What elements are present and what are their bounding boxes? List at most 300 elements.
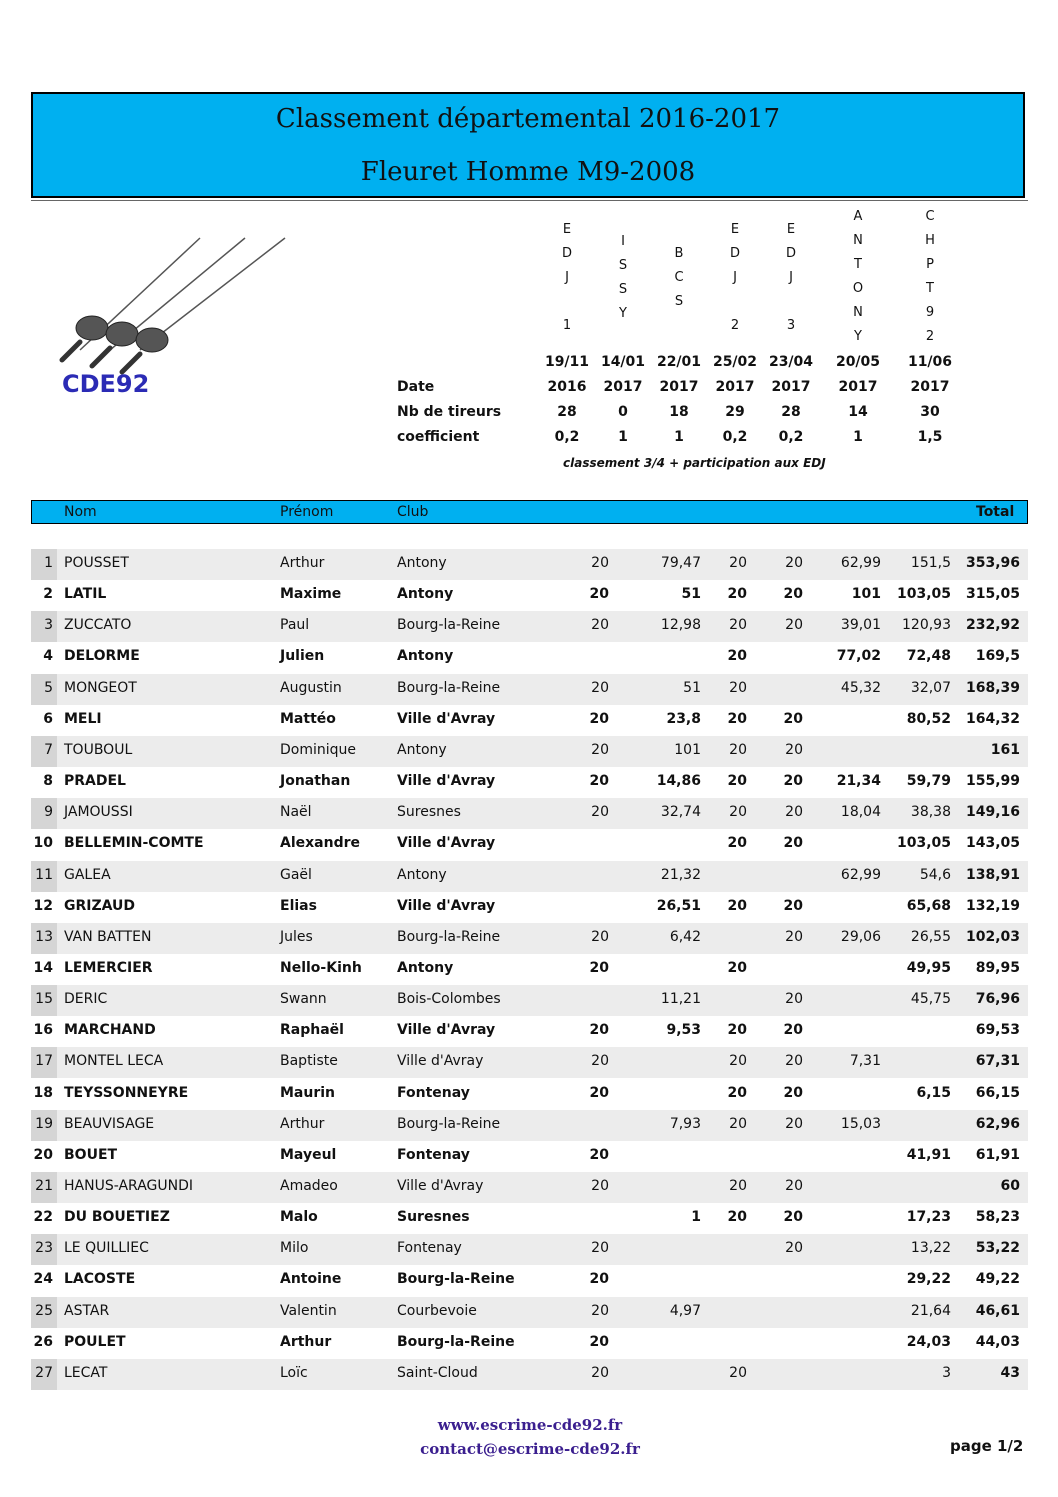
score-edj3: 20 xyxy=(783,897,803,914)
score-edj2: 20 xyxy=(729,741,747,758)
score-antony: 101 xyxy=(851,586,881,603)
score-total: 102,03 xyxy=(965,928,1020,945)
score-antony: 77,02 xyxy=(836,648,881,665)
last-name: MELI xyxy=(64,710,102,727)
score-antony: 62,99 xyxy=(840,866,881,883)
event-coef: 1,5 xyxy=(917,429,943,445)
rank: 23 xyxy=(35,1240,53,1257)
score-edj3: 20 xyxy=(785,804,803,821)
first-name: Antoine xyxy=(280,1271,342,1288)
score-bcs: 9,53 xyxy=(666,1022,701,1039)
event-date2: 2017 xyxy=(659,379,699,395)
score-edj3: 20 xyxy=(785,928,803,945)
score-edj1: 20 xyxy=(589,1146,609,1163)
score-edj1: 20 xyxy=(591,617,609,634)
rank: 27 xyxy=(35,1364,53,1381)
last-name: TEYSSONNEYRE xyxy=(64,1084,189,1101)
club: Saint-Cloud xyxy=(397,1364,478,1381)
last-name: LATIL xyxy=(64,586,107,603)
score-antony: 7,31 xyxy=(849,1053,881,1070)
score-chpt: 3 xyxy=(942,1364,951,1381)
last-name: MONGEOT xyxy=(64,679,137,696)
club: Ville d'Avray xyxy=(397,1178,484,1194)
score-edj3: 20 xyxy=(783,1209,803,1226)
rank: 25 xyxy=(35,1302,53,1319)
table-row xyxy=(31,892,1028,923)
event-date1: 20/05 xyxy=(835,354,881,370)
score-bcs: 101 xyxy=(674,741,701,758)
first-name: Arthur xyxy=(280,1333,332,1350)
score-edj3: 20 xyxy=(785,617,803,634)
first-name: Jules xyxy=(280,928,313,945)
event-tireurs: 29 xyxy=(725,404,745,420)
first-name: Augustin xyxy=(280,679,342,696)
first-name: Valentin xyxy=(280,1302,337,1319)
score-edj1: 20 xyxy=(591,1178,609,1194)
divider xyxy=(31,200,1028,201)
event-coef: 1 xyxy=(853,429,863,445)
last-name: JAMOUSSI xyxy=(64,804,133,821)
table-row xyxy=(31,798,1028,829)
first-name: Maurin xyxy=(280,1084,336,1101)
score-chpt: 151,5 xyxy=(910,555,951,571)
rank: 14 xyxy=(33,959,53,976)
score-chpt: 32,07 xyxy=(910,679,951,696)
score-edj1: 20 xyxy=(589,1022,609,1039)
first-name: Mattéo xyxy=(280,710,336,727)
club: Ville d'Avray xyxy=(397,897,496,914)
score-chpt: 49,95 xyxy=(906,959,951,976)
last-name: LECAT xyxy=(64,1364,108,1381)
rank: 8 xyxy=(43,773,53,790)
score-chpt: 54,6 xyxy=(919,866,951,883)
event-date1: 11/06 xyxy=(907,354,953,370)
event-tireurs: 28 xyxy=(557,404,577,420)
score-edj3: 20 xyxy=(785,555,803,571)
first-name: Amadeo xyxy=(280,1178,338,1194)
score-bcs: 21,32 xyxy=(660,866,701,883)
rank: 22 xyxy=(33,1209,53,1226)
logo-text: CDE92 xyxy=(62,370,150,398)
event-name: E D J 1 xyxy=(561,222,572,333)
score-bcs: 12,98 xyxy=(660,617,701,634)
score-edj1: 20 xyxy=(591,679,609,696)
rank: 5 xyxy=(44,679,53,696)
event-tireurs: 28 xyxy=(781,404,801,420)
score-edj2: 20 xyxy=(727,1022,747,1039)
event-coef: 0,2 xyxy=(778,429,804,445)
club: Fontenay xyxy=(397,1084,470,1101)
first-name: Malo xyxy=(280,1209,318,1226)
table-row xyxy=(31,1172,1028,1203)
table-row xyxy=(31,674,1028,705)
last-name: HANUS-ARAGUNDI xyxy=(64,1178,194,1194)
score-edj2: 20 xyxy=(727,710,747,727)
table-row xyxy=(31,985,1028,1016)
rank: 13 xyxy=(35,928,53,945)
score-bcs: 79,47 xyxy=(660,555,701,571)
last-name: ZUCCATO xyxy=(64,617,132,634)
date-label: Date xyxy=(397,379,435,395)
score-edj3: 20 xyxy=(783,1084,803,1101)
event-date2: 2017 xyxy=(603,379,643,395)
score-total: 66,15 xyxy=(975,1084,1020,1101)
score-total: 232,92 xyxy=(965,617,1020,634)
table-row xyxy=(31,1328,1028,1359)
score-bcs: 14,86 xyxy=(656,773,701,790)
score-chpt: 103,05 xyxy=(896,835,951,852)
score-edj3: 20 xyxy=(785,1053,803,1070)
event-coef: 1 xyxy=(674,429,684,445)
score-total: 43 xyxy=(1000,1364,1020,1381)
score-total: 149,16 xyxy=(965,804,1020,821)
event-date1: 23/04 xyxy=(768,354,814,370)
event-tireurs: 14 xyxy=(848,404,868,420)
score-chpt: 6,15 xyxy=(916,1084,951,1101)
club: Ville d'Avray xyxy=(397,710,496,727)
table-row xyxy=(31,705,1028,736)
score-antony: 18,04 xyxy=(840,804,881,821)
rank: 9 xyxy=(44,804,53,821)
score-chpt: 59,79 xyxy=(906,773,951,790)
score-chpt: 41,91 xyxy=(906,1146,951,1163)
score-edj3: 20 xyxy=(785,1178,803,1194)
event-date2: 2017 xyxy=(910,379,950,395)
score-edj2: 20 xyxy=(727,835,747,852)
score-edj1: 20 xyxy=(589,1333,609,1350)
club: Bourg-la-Reine xyxy=(397,679,501,696)
first-name: Mayeul xyxy=(280,1146,337,1163)
event-name: A N T O N Y xyxy=(852,209,864,344)
event-date1: 22/01 xyxy=(656,354,702,370)
score-total: 67,31 xyxy=(975,1053,1020,1070)
score-antony: 62,99 xyxy=(840,555,881,571)
score-edj3: 20 xyxy=(783,1022,803,1039)
score-edj3: 20 xyxy=(783,773,803,790)
club: Bourg-la-Reine xyxy=(397,1271,515,1288)
club: Antony xyxy=(397,586,454,603)
score-chpt: 65,68 xyxy=(906,897,951,914)
website-link[interactable]: www.escrime-cde92.fr xyxy=(437,1416,623,1434)
score-chpt: 72,48 xyxy=(906,648,951,665)
club: Fontenay xyxy=(397,1240,462,1257)
first-name: Gaël xyxy=(280,866,312,883)
header-club: Club xyxy=(397,504,429,520)
table-row xyxy=(31,642,1028,673)
first-name: Elias xyxy=(280,897,317,914)
rank: 17 xyxy=(35,1053,53,1070)
club: Ville d'Avray xyxy=(397,1053,484,1070)
score-total: 46,61 xyxy=(975,1302,1020,1319)
last-name: DU BOUETIEZ xyxy=(64,1209,170,1226)
score-total: 69,53 xyxy=(975,1022,1020,1039)
first-name: Alexandre xyxy=(280,835,360,852)
title-banner xyxy=(31,92,1025,198)
table-row xyxy=(31,1203,1028,1234)
score-bcs: 11,21 xyxy=(660,991,701,1008)
table-row xyxy=(31,611,1028,642)
rank: 7 xyxy=(44,741,53,758)
rank: 3 xyxy=(44,617,53,634)
score-edj2: 20 xyxy=(729,1178,747,1194)
club: Ville d'Avray xyxy=(397,835,496,852)
first-name: Nello-Kinh xyxy=(280,959,362,976)
last-name: GALEA xyxy=(64,866,111,883)
score-edj1: 20 xyxy=(589,773,609,790)
table-row xyxy=(31,1297,1028,1328)
score-bcs: 51 xyxy=(683,679,701,696)
event-coef: 0,2 xyxy=(554,429,580,445)
table-row xyxy=(31,1016,1028,1047)
score-chpt: 26,55 xyxy=(910,928,951,945)
club: Ville d'Avray xyxy=(397,773,496,790)
first-name: Naël xyxy=(280,804,312,821)
table-row xyxy=(31,1265,1028,1296)
score-edj2: 20 xyxy=(729,1364,747,1381)
score-edj1: 20 xyxy=(591,741,609,758)
score-edj1: 20 xyxy=(591,928,609,945)
score-edj2: 20 xyxy=(729,804,747,821)
score-antony: 21,34 xyxy=(836,773,881,790)
score-edj1: 20 xyxy=(589,1271,609,1288)
table-row xyxy=(31,549,1028,580)
table-row xyxy=(31,1047,1028,1078)
table-row xyxy=(31,829,1028,860)
last-name: DERIC xyxy=(64,991,108,1008)
score-total: 62,96 xyxy=(975,1115,1020,1132)
last-name: DELORME xyxy=(64,648,140,665)
club: Antony xyxy=(397,741,447,758)
last-name: MONTEL LECA xyxy=(64,1053,164,1070)
score-edj3: 20 xyxy=(785,1240,803,1257)
score-total: 315,05 xyxy=(965,586,1020,603)
rank: 20 xyxy=(33,1146,53,1163)
last-name: BOUET xyxy=(64,1146,118,1163)
club: Ville d'Avray xyxy=(397,1022,496,1039)
event-date1: 14/01 xyxy=(600,354,646,370)
score-edj1: 20 xyxy=(591,804,609,821)
club: Antony xyxy=(397,959,454,976)
score-edj2: 20 xyxy=(727,773,747,790)
club: Courbevoie xyxy=(397,1302,477,1319)
club: Fontenay xyxy=(397,1146,470,1163)
club: Antony xyxy=(397,555,447,571)
last-name: LE QUILLIEC xyxy=(64,1240,149,1257)
club: Suresnes xyxy=(397,804,461,821)
event-name: I S S Y xyxy=(618,234,628,321)
event-name: B C S xyxy=(674,246,684,309)
club: Antony xyxy=(397,648,454,665)
cde92-logo-icon xyxy=(50,230,300,400)
score-bcs: 26,51 xyxy=(656,897,701,914)
event-date2: 2017 xyxy=(838,379,878,395)
club: Antony xyxy=(397,866,447,883)
score-edj1: 20 xyxy=(589,710,609,727)
last-name: TOUBOUL xyxy=(64,741,133,758)
table-header xyxy=(31,500,1028,524)
first-name: Arthur xyxy=(280,555,325,571)
score-chpt: 120,93 xyxy=(902,617,951,634)
event-date2: 2016 xyxy=(547,379,587,395)
rank: 6 xyxy=(43,710,53,727)
score-edj2: 20 xyxy=(729,555,747,571)
score-edj3: 20 xyxy=(783,586,803,603)
score-antony: 15,03 xyxy=(840,1115,881,1132)
first-name: Baptiste xyxy=(280,1053,338,1070)
score-total: 44,03 xyxy=(975,1333,1020,1350)
score-bcs: 7,93 xyxy=(669,1115,701,1132)
score-edj1: 20 xyxy=(589,1084,609,1101)
score-edj2: 20 xyxy=(729,617,747,634)
event-tireurs: 0 xyxy=(618,404,628,420)
table-row xyxy=(31,736,1028,767)
table-row xyxy=(31,767,1028,798)
event-coef: 1 xyxy=(618,429,628,445)
score-bcs: 51 xyxy=(681,586,701,603)
last-name: GRIZAUD xyxy=(64,897,136,914)
first-name: Jonathan xyxy=(280,773,351,790)
last-name: MARCHAND xyxy=(64,1022,156,1039)
score-total: 168,39 xyxy=(965,679,1020,696)
table-row xyxy=(31,954,1028,985)
score-edj1: 20 xyxy=(589,586,609,603)
table-row xyxy=(31,1079,1028,1110)
score-total: 169,5 xyxy=(975,648,1020,665)
score-edj2: 20 xyxy=(727,648,747,665)
club: Bourg-la-Reine xyxy=(397,617,501,634)
event-name: C H P T 9 2 xyxy=(925,209,935,344)
score-chpt: 17,23 xyxy=(906,1209,951,1226)
score-antony: 29,06 xyxy=(840,928,881,945)
rank: 16 xyxy=(33,1022,53,1039)
email-link[interactable]: contact@escrime-cde92.fr xyxy=(420,1440,640,1458)
score-chpt: 38,38 xyxy=(910,804,951,821)
score-bcs: 23,8 xyxy=(666,710,701,727)
rank: 11 xyxy=(35,866,53,883)
rank: 18 xyxy=(33,1084,53,1101)
score-edj3: 20 xyxy=(785,991,803,1008)
header-prenom: Prénom xyxy=(280,504,334,520)
score-total: 143,05 xyxy=(965,835,1020,852)
rank: 21 xyxy=(35,1178,53,1194)
score-edj3: 20 xyxy=(783,710,803,727)
rank: 12 xyxy=(33,897,53,914)
table-row xyxy=(31,1110,1028,1141)
table-row xyxy=(31,1359,1028,1390)
score-chpt: 45,75 xyxy=(910,991,951,1008)
rank: 26 xyxy=(33,1333,53,1350)
rank: 19 xyxy=(35,1115,53,1132)
last-name: POULET xyxy=(64,1333,126,1350)
table-row xyxy=(31,923,1028,954)
score-total: 353,96 xyxy=(965,555,1020,571)
score-edj2: 20 xyxy=(727,1209,747,1226)
score-edj2: 20 xyxy=(729,1115,747,1132)
score-total: 76,96 xyxy=(975,991,1020,1008)
first-name: Loïc xyxy=(280,1364,308,1381)
score-edj3: 20 xyxy=(785,741,803,758)
score-edj2: 20 xyxy=(727,1084,747,1101)
header-nom: Nom xyxy=(64,504,97,520)
footer-links xyxy=(380,1413,680,1461)
score-bcs: 1 xyxy=(691,1209,701,1226)
first-name: Dominique xyxy=(280,741,357,758)
event-name: E D J 3 xyxy=(785,222,796,333)
page-title: Classement départemental 2016-2017 xyxy=(275,104,781,134)
score-chpt: 24,03 xyxy=(906,1333,951,1350)
score-total: 155,99 xyxy=(965,773,1020,790)
first-name: Swann xyxy=(280,991,327,1008)
last-name: LACOSTE xyxy=(64,1271,136,1288)
rank: 15 xyxy=(35,991,53,1008)
score-total: 60 xyxy=(1000,1178,1020,1194)
score-edj2: 20 xyxy=(727,897,747,914)
score-edj3: 20 xyxy=(785,1115,803,1132)
first-name: Raphaël xyxy=(280,1022,344,1039)
club: Bois-Colombes xyxy=(397,991,501,1008)
rank: 10 xyxy=(33,835,53,852)
first-name: Arthur xyxy=(280,1115,325,1132)
rank: 24 xyxy=(33,1271,53,1288)
table-row xyxy=(31,1141,1028,1172)
score-total: 89,95 xyxy=(975,959,1020,976)
score-total: 58,23 xyxy=(975,1209,1020,1226)
score-total: 138,91 xyxy=(965,866,1020,883)
score-total: 53,22 xyxy=(975,1240,1020,1257)
club: Suresnes xyxy=(397,1209,470,1226)
score-edj1: 20 xyxy=(591,1240,609,1257)
score-antony: 45,32 xyxy=(840,679,881,696)
score-total: 49,22 xyxy=(975,1271,1020,1288)
event-coef: 0,2 xyxy=(722,429,748,445)
score-total: 164,32 xyxy=(965,710,1020,727)
score-edj3: 20 xyxy=(783,835,803,852)
table-row xyxy=(31,1234,1028,1265)
score-chpt: 21,64 xyxy=(910,1302,951,1319)
page-number: page 1/2 xyxy=(950,1437,1024,1455)
event-tireurs: 30 xyxy=(920,404,940,420)
rank: 4 xyxy=(43,648,53,665)
event-name: E D J 2 xyxy=(729,222,740,333)
score-edj2: 20 xyxy=(727,586,747,603)
first-name: Paul xyxy=(280,617,310,634)
first-name: Maxime xyxy=(280,586,342,603)
score-edj1: 20 xyxy=(591,1302,609,1319)
score-edj2: 20 xyxy=(727,959,747,976)
score-edj1: 20 xyxy=(589,959,609,976)
score-chpt: 103,05 xyxy=(896,586,951,603)
last-name: POUSSET xyxy=(64,555,129,571)
page-subtitle: Fleuret Homme M9-2008 xyxy=(360,157,696,187)
club: Bourg-la-Reine xyxy=(397,928,501,945)
score-antony: 39,01 xyxy=(840,617,881,634)
score-bcs: 4,97 xyxy=(669,1302,701,1319)
score-chpt: 29,22 xyxy=(906,1271,951,1288)
table-row xyxy=(31,580,1028,611)
scoring-note: classement 3/4 + participation aux EDJ xyxy=(563,456,826,470)
score-edj1: 20 xyxy=(591,555,609,571)
nb-tireurs-label: Nb de tireurs xyxy=(397,404,502,420)
last-name: ASTAR xyxy=(64,1302,110,1319)
last-name: LEMERCIER xyxy=(64,959,153,976)
club: Bourg-la-Reine xyxy=(397,1115,501,1132)
score-total: 61,91 xyxy=(975,1146,1020,1163)
rank: 2 xyxy=(43,586,53,603)
score-chpt: 80,52 xyxy=(906,710,951,727)
event-date1: 19/11 xyxy=(544,354,590,370)
score-edj1: 20 xyxy=(591,1053,609,1070)
first-name: Milo xyxy=(280,1240,309,1257)
